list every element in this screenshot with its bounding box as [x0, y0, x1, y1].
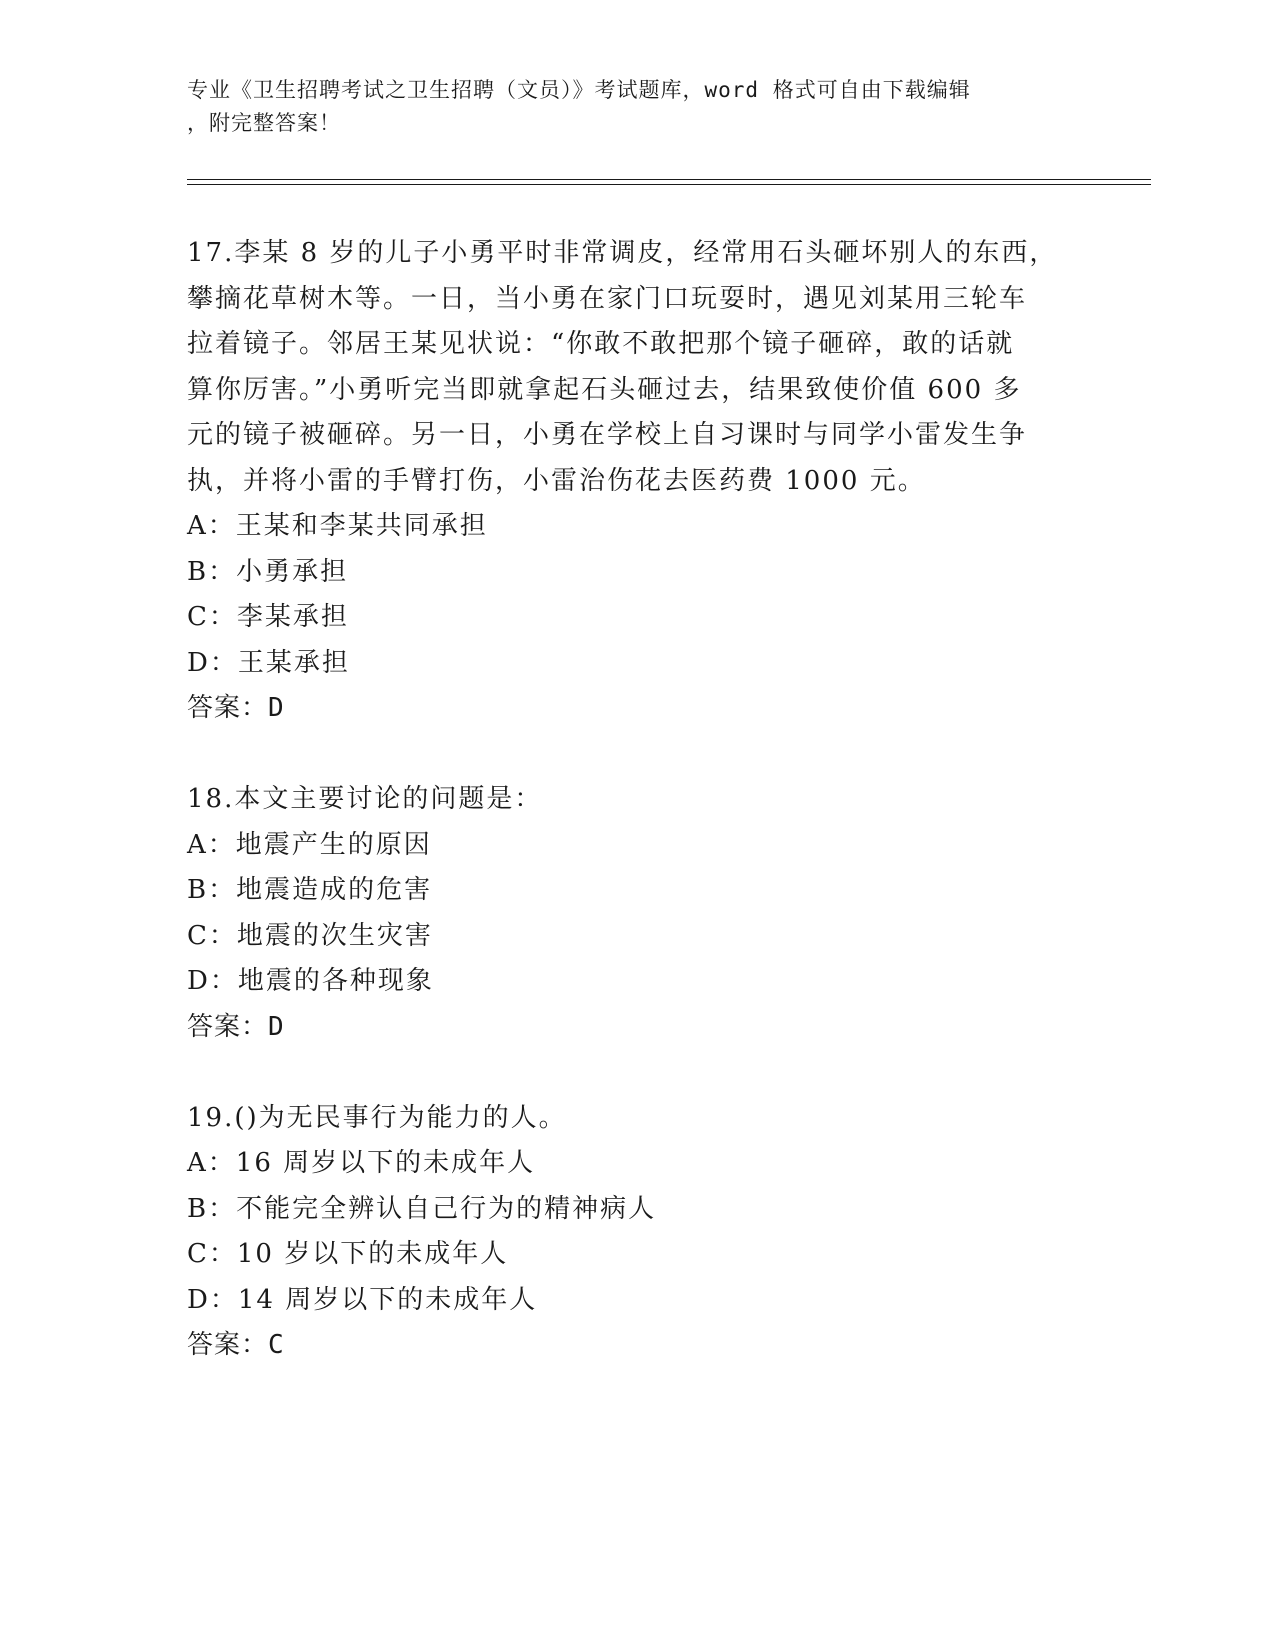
answer-line: 答案：C	[187, 1330, 285, 1360]
question-list	[187, 231, 1087, 1414]
option-a: A：王某和李某共同承担	[187, 511, 488, 541]
header-title-line-1: 专业《卫生招聘考试之卫生招聘（文员）》考试题库，word 格式可自由下载编辑	[187, 78, 971, 102]
stem-line: 18.本文主要讨论的问题是：	[187, 784, 543, 814]
answer-line: 答案：D	[187, 1011, 285, 1042]
question-stem	[187, 231, 1087, 504]
option-b: B：小勇承担	[187, 556, 349, 587]
document-header	[187, 74, 1087, 140]
question-stem	[187, 1096, 1087, 1142]
option-b: B：地震造成的危害	[187, 875, 433, 905]
header-divider-top	[187, 179, 1151, 180]
stem-line: 算你厉害。”小勇听完当即就拿起石头砸过去，结果致使价值 600 多	[187, 374, 1022, 405]
stem-line: 拉着镜子。邻居王某见状说：“你敢不敢把那个镜子砸碎，敢的话就	[187, 329, 1015, 359]
option-a: A：16 周岁以下的未成年人	[187, 1148, 536, 1178]
option-d: D：地震的各种现象	[187, 966, 434, 996]
stem-line: 执，并将小雷的手臂打伤，小雷治伤花去医药费 1000 元。	[187, 465, 926, 496]
option-d: D：王某承担	[187, 647, 350, 678]
header-divider-bottom	[187, 184, 1151, 185]
answer-line: 答案：D	[187, 693, 285, 723]
question-stem	[187, 777, 1087, 823]
stem-line: 元的镜子被砸碎。另一日，小勇在学校上自习课时与同学小雷发生争	[187, 420, 1028, 450]
stem-line: 17.李某 8 岁的儿子小勇平时非常调皮，经常用石头砸坏别人的东西，	[187, 238, 1058, 268]
option-a: A：地震产生的原因	[187, 829, 432, 860]
stem-line: 19.()为无民事行为能力的人。	[187, 1102, 567, 1133]
option-c: C：地震的次生灾害	[187, 920, 433, 951]
question-19	[187, 1096, 1087, 1369]
option-d: D：14 周岁以下的未成年人	[187, 1284, 538, 1315]
question-17	[187, 231, 1087, 732]
stem-line: 攀摘花草树木等。一日，当小勇在家门口玩耍时，遇见刘某用三轮车	[187, 283, 1028, 314]
question-18	[187, 777, 1087, 1050]
option-c: C：10 岁以下的未成年人	[187, 1239, 509, 1269]
option-b: B：不能完全辨认自己行为的精神病人	[187, 1193, 657, 1224]
option-c: C：李某承担	[187, 602, 349, 632]
header-title-line-2: ，附完整答案！	[187, 111, 341, 135]
